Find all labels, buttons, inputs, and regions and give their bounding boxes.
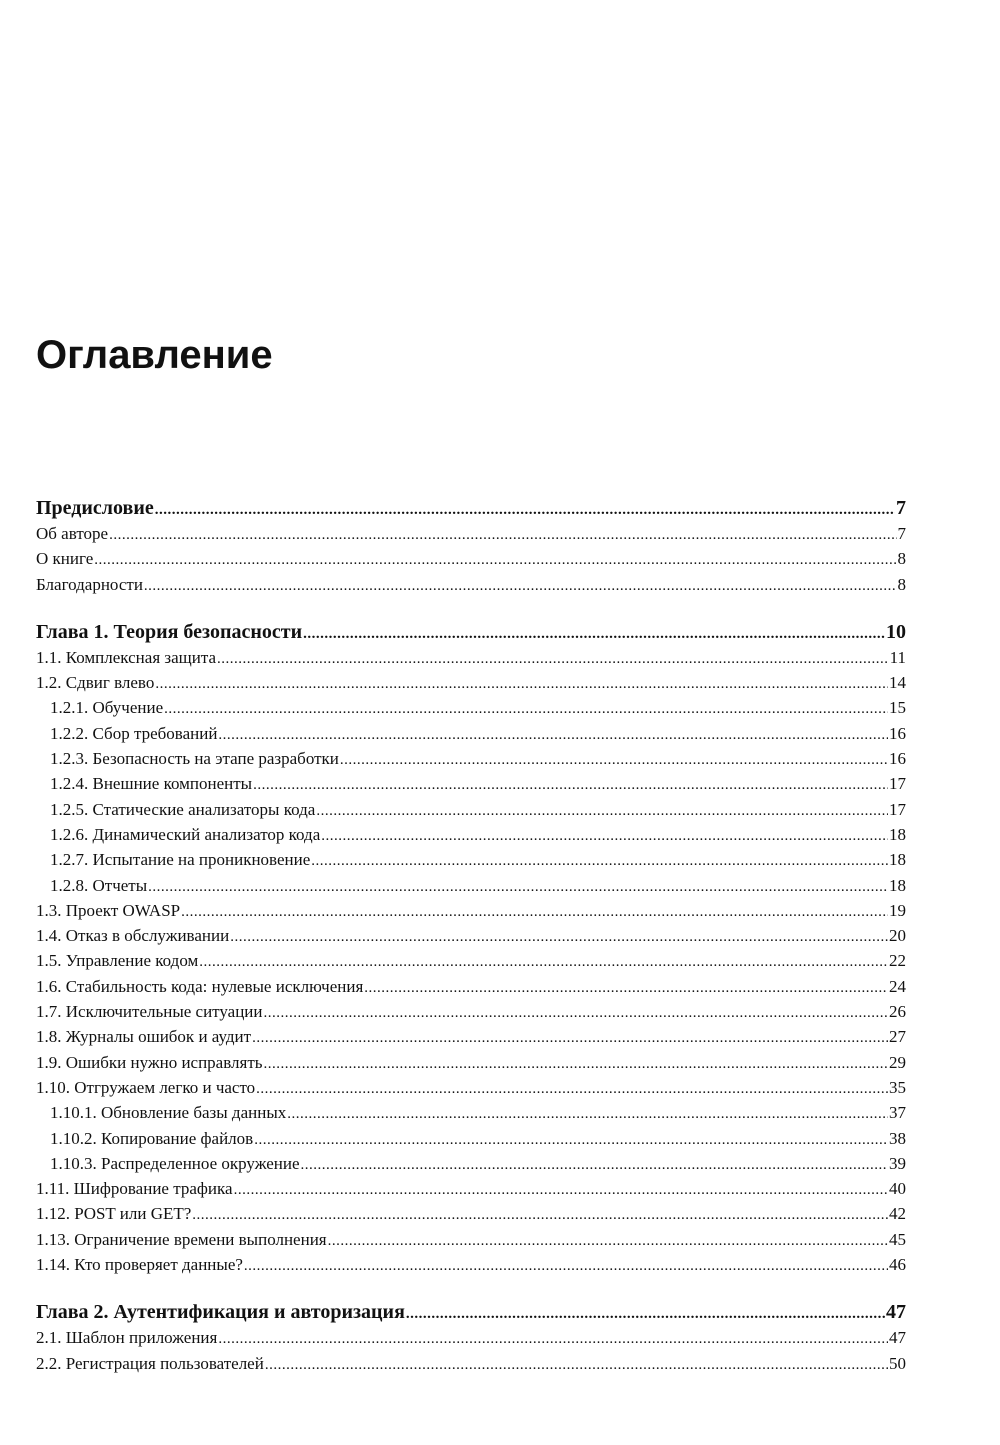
toc-leader-dots [218,1327,888,1350]
page-title: Оглавление [36,333,273,377]
toc-page-number: 16 [889,749,906,769]
toc-page-number: 8 [897,574,906,594]
toc-entry [36,1075,906,1100]
toc-entry [36,645,906,670]
toc-page-number: 26 [889,1002,906,1022]
toc-gap [36,597,906,619]
toc-entry-title: 1.1. Комплексная защита [36,647,217,667]
toc-entry-title: 1.11. Шифрование трафика [36,1179,233,1199]
toc-leader-dots [265,1353,888,1376]
toc-leader-dots [287,1102,888,1125]
toc-entry [36,797,906,822]
toc-page-number: 27 [889,1027,906,1047]
toc-entry [36,572,906,597]
toc-entry-title: 2.2. Регистрация пользователей [36,1353,264,1373]
table-of-contents [36,495,906,1376]
toc-entry-title: 1.14. Кто проверяет данные? [36,1255,243,1275]
toc-leader-dots [192,1203,888,1226]
toc-page-number: 39 [889,1153,906,1173]
toc-entry [36,746,906,771]
toc-page-number: 20 [889,926,906,946]
toc-entry [36,521,906,546]
toc-entry-title: 2.1. Шаблон приложения [36,1328,218,1348]
toc-entry [36,546,906,571]
toc-entry [36,1227,906,1252]
toc-leader-dots [164,697,888,720]
toc-entry-title: Благодарности [36,574,143,594]
toc-leader-dots [364,976,888,999]
toc-leader-dots [217,647,889,670]
toc-leader-dots [264,1001,888,1024]
toc-entry-title: 1.2.4. Внешние компоненты [50,774,253,794]
toc-entry-title: 1.10.2. Копирование файлов [50,1128,254,1148]
toc-entry-title: 1.2.5. Статические анализаторы кода [50,799,316,819]
toc-leader-dots [340,748,888,771]
toc-page-number: 17 [889,774,906,794]
toc-entry-title: Глава 1. Теория безопасности [36,620,303,643]
toc-page-number: 46 [889,1255,906,1275]
toc-chapter-entry [36,619,906,645]
toc-chapter-entry [36,495,906,521]
toc-leader-dots [155,672,888,695]
toc-page-number: 40 [889,1179,906,1199]
toc-page-number: 18 [889,875,906,895]
toc-entry-title: 1.9. Ошибки нужно исправлять [36,1052,263,1072]
toc-page-number: 22 [889,951,906,971]
toc-entry-title: 1.2. Сдвиг влево [36,673,155,693]
toc-page-number: 10 [886,620,906,643]
toc-leader-dots [256,1077,888,1100]
toc-entry [36,873,906,898]
toc-page-number: 24 [889,976,906,996]
toc-entry [36,1151,906,1176]
toc-page-number: 47 [889,1328,906,1348]
toc-leader-dots [316,799,888,822]
toc-page-number: 15 [889,698,906,718]
toc-entry-title: 1.2.6. Динамический анализатор кода [50,824,321,844]
toc-entry [36,695,906,720]
toc-leader-dots [254,1128,888,1151]
toc-entry-title: Глава 2. Аутентификация и авторизация [36,1301,405,1324]
toc-page-number: 19 [889,900,906,920]
toc-entry [36,1351,906,1376]
toc-page-number: 42 [889,1204,906,1224]
toc-leader-dots [109,523,896,546]
toc-page-number: 50 [889,1353,906,1373]
toc-entry-title: 1.10.1. Обновление базы данных [50,1103,287,1123]
toc-entry [36,999,906,1024]
toc-leader-dots [230,925,888,948]
toc-leader-dots [321,824,888,847]
toc-entry [36,923,906,948]
toc-entry-title: 1.10.3. Распределенное окружение [50,1153,300,1173]
toc-entry-title: 1.13. Ограничение времени выполнения [36,1229,327,1249]
toc-leader-dots [155,497,895,521]
toc-page-number: 29 [889,1052,906,1072]
toc-page-number: 11 [889,647,906,667]
toc-entry [36,1201,906,1226]
toc-page-number: 37 [889,1103,906,1123]
toc-page-number: 18 [889,850,906,870]
toc-page-number: 18 [889,824,906,844]
toc-entry-title: Предисловие [36,497,154,519]
toc-entry-title: 1.2.1. Обучение [50,698,164,718]
toc-entry-title: О книге [36,549,94,569]
toc-leader-dots [264,1052,888,1075]
toc-leader-dots [181,900,888,923]
toc-leader-dots [301,1153,888,1176]
toc-page-number: 17 [889,799,906,819]
toc-entry-title: 1.5. Управление кодом [36,951,199,971]
toc-entry [36,1050,906,1075]
toc-entry [36,1100,906,1125]
toc-entry [36,1126,906,1151]
toc-page-number: 16 [889,723,906,743]
toc-entry [36,670,906,695]
toc-entry [36,1325,906,1350]
toc-page-number: 35 [889,1077,906,1097]
toc-leader-dots [234,1178,888,1201]
toc-entry [36,771,906,796]
toc-page-number: 38 [889,1128,906,1148]
toc-entry-title: 1.2.2. Сбор требований [50,723,218,743]
toc-gap [36,1277,906,1299]
toc-page-number: 45 [889,1229,906,1249]
toc-entry-title: Об авторе [36,524,109,543]
toc-entry-title: 1.4. Отказ в обслуживании [36,926,230,946]
toc-entry [36,1176,906,1201]
toc-entry-title: 1.7. Исключительные ситуации [36,1002,263,1022]
toc-leader-dots [94,548,896,571]
toc-leader-dots [199,950,888,973]
toc-page-number: 8 [897,549,906,569]
toc-leader-dots [328,1229,888,1252]
toc-entry [36,822,906,847]
toc-entry-title: 1.2.8. Отчеты [50,875,148,895]
toc-entry [36,721,906,746]
toc-leader-dots [148,875,888,898]
toc-entry [36,974,906,999]
toc-leader-dots [244,1254,888,1277]
toc-entry [36,847,906,872]
toc-entry-title: 1.8. Журналы ошибок и аудит [36,1027,252,1047]
toc-page-number: 7 [897,524,906,543]
toc-leader-dots [311,849,888,872]
toc-entry [36,1252,906,1277]
toc-leader-dots [303,621,885,645]
toc-page-number: 7 [896,497,906,519]
toc-entry [36,898,906,923]
toc-entry-title: 1.2.3. Безопасность на этапе разработки [50,749,339,769]
toc-chapter-entry [36,1299,906,1325]
toc-entry-title: 1.3. Проект OWASP [36,900,181,920]
toc-leader-dots [252,1026,888,1049]
toc-entry [36,948,906,973]
toc-leader-dots [253,773,888,796]
toc-entry-title: 1.10. Отгружаем легко и часто [36,1077,256,1097]
toc-leader-dots [406,1301,885,1325]
toc-leader-dots [144,574,897,597]
toc-entry-title: 1.12. POST или GET? [36,1204,192,1224]
toc-entry [36,1024,906,1049]
toc-entry-title: 1.6. Стабильность кода: нулевые исключения [36,976,364,996]
toc-leader-dots [218,723,888,746]
toc-entry-title: 1.2.7. Испытание на проникновение [50,850,311,870]
toc-page-number: 14 [889,673,906,693]
toc-page-number: 47 [886,1301,906,1324]
